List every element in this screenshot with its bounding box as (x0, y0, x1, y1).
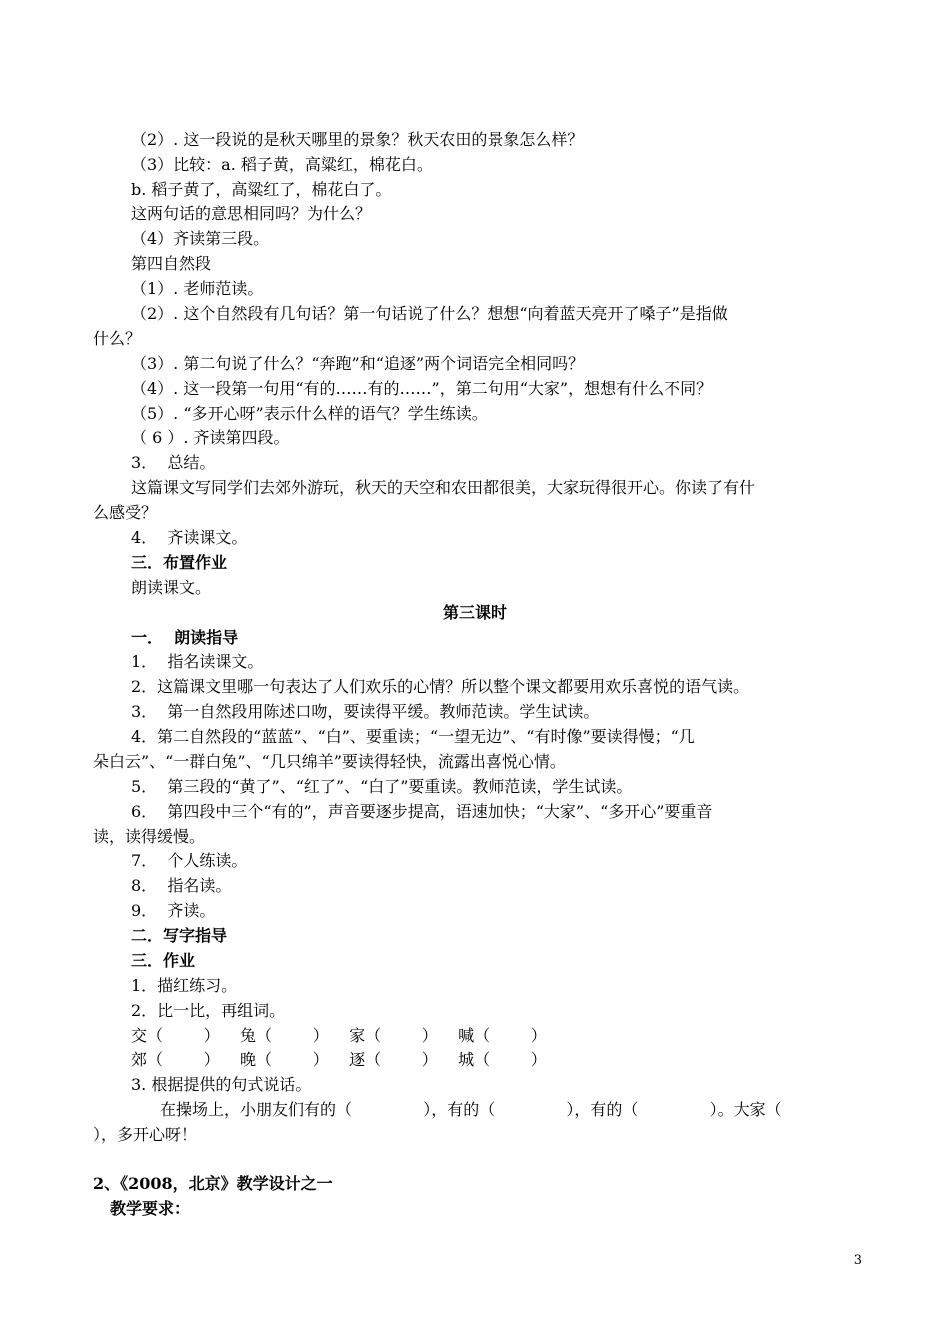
section-heading: 教学要求： (110, 1199, 191, 1218)
text-line: 这两句话的意思相同吗？为什么？ (131, 204, 372, 223)
section-heading: 三．作业 (131, 951, 196, 970)
text-line: （2）. 这一段说的是秋天哪里的景象？秋天农田的景象怎么样？ (131, 130, 584, 149)
text-line: 7． 个人练读。 (131, 851, 248, 870)
text-line: （2）. 这个自然段有几句话？第一句话说了什么？想想“向着蓝天亮开了嗓子”是指做 (131, 304, 728, 323)
section-heading: 三．布置作业 (131, 553, 228, 572)
text-line: 3. 根据提供的句式说话。 (131, 1075, 312, 1094)
text-line: 3． 第一自然段用陈述口吻，要读得平缓。教师范读。学生试读。 (131, 702, 600, 721)
word-exercise-row: 郊（ ） 晚（ ） 逐（ ） 城（ ） (131, 1050, 547, 1069)
section-heading: 二．写字指导 (131, 926, 228, 945)
text-line: 5． 第三段的“黄了”、“红了”、“白了”要重读。教师范读，学生试读。 (131, 777, 633, 796)
text-line: （3）. 第二句说了什么？“奔跑”和“追逐”两个词语完全相同吗？ (131, 354, 585, 373)
text-line: 1． 指名读课文。 (131, 652, 264, 671)
text-line: 朵白云”、“一群白兔”、“几只绵羊”要读得轻快，流露出喜悦心情。 (93, 752, 566, 771)
text-line: 2．比一比，再组词。 (131, 1001, 286, 1020)
text-line: 第四自然段 (131, 254, 212, 273)
page-number: 3 (853, 1253, 862, 1268)
text-line: 读，读得缓慢。 (93, 827, 206, 846)
text-line: 1．描红练习。 (131, 976, 238, 995)
section-title: 2、《2008，北京》教学设计之一 (93, 1174, 333, 1193)
text-line: （ 6 ）. 齐读第四段。 (131, 428, 290, 447)
text-line: b. 稻子黄了，高粱红了，棉花白了。 (131, 180, 392, 199)
text-line: 么感受？ (93, 503, 158, 522)
section-heading: 一． 朗读指导 (131, 628, 239, 647)
sentence-exercise: 在操场上，小朋友们有的（ ），有的（ ），有的（ ）。大家（ (160, 1100, 782, 1119)
text-line: 8． 指名读。 (131, 876, 232, 895)
text-line: 这篇课文写同学们去郊外游玩，秋天的天空和农田都很美，大家玩得很开心。你读了有什 (131, 478, 756, 497)
lesson-title: 第三课时 (442, 603, 507, 622)
text-line: 6． 第四段中三个“有的”，声音要逐步提高，语速加快；“大家”、“多开心”要重音 (131, 802, 713, 821)
text-line: （1）. 老师范读。 (131, 279, 264, 298)
text-line: （4）齐读第三段。 (131, 229, 270, 248)
word-exercise-row: 交（ ） 兔（ ） 家（ ） 喊（ ） (131, 1026, 547, 1045)
text-line: （5）. “多开心呀”表示什么样的语气？学生练读。 (131, 404, 488, 423)
text-line: 9． 齐读。 (131, 901, 216, 920)
text-line: ），多开心呀！ (93, 1125, 198, 1144)
text-line: 4． 齐读课文。 (131, 528, 248, 547)
text-line: 4．第二自然段的“蓝蓝”、“白”、要重读；“一望无边”、“有时像”要读得慢；“几 (131, 727, 695, 746)
text-line: 什么？ (93, 329, 142, 348)
text-line: 2．这篇课文里哪一句表达了人们欢乐的心情？所以整个课文都要用欢乐喜悦的语气读。 (131, 677, 750, 696)
text-line: （3）比较：a. 稻子黄，高粱红，棉花白。 (131, 155, 433, 174)
text-line: （4）. 这一段第一句用“有的……有的……”，第二句用“大家”，想想有什么不同？ (131, 379, 713, 398)
text-line: 3． 总结。 (131, 453, 216, 472)
text-line: 朗读课文。 (131, 578, 212, 597)
